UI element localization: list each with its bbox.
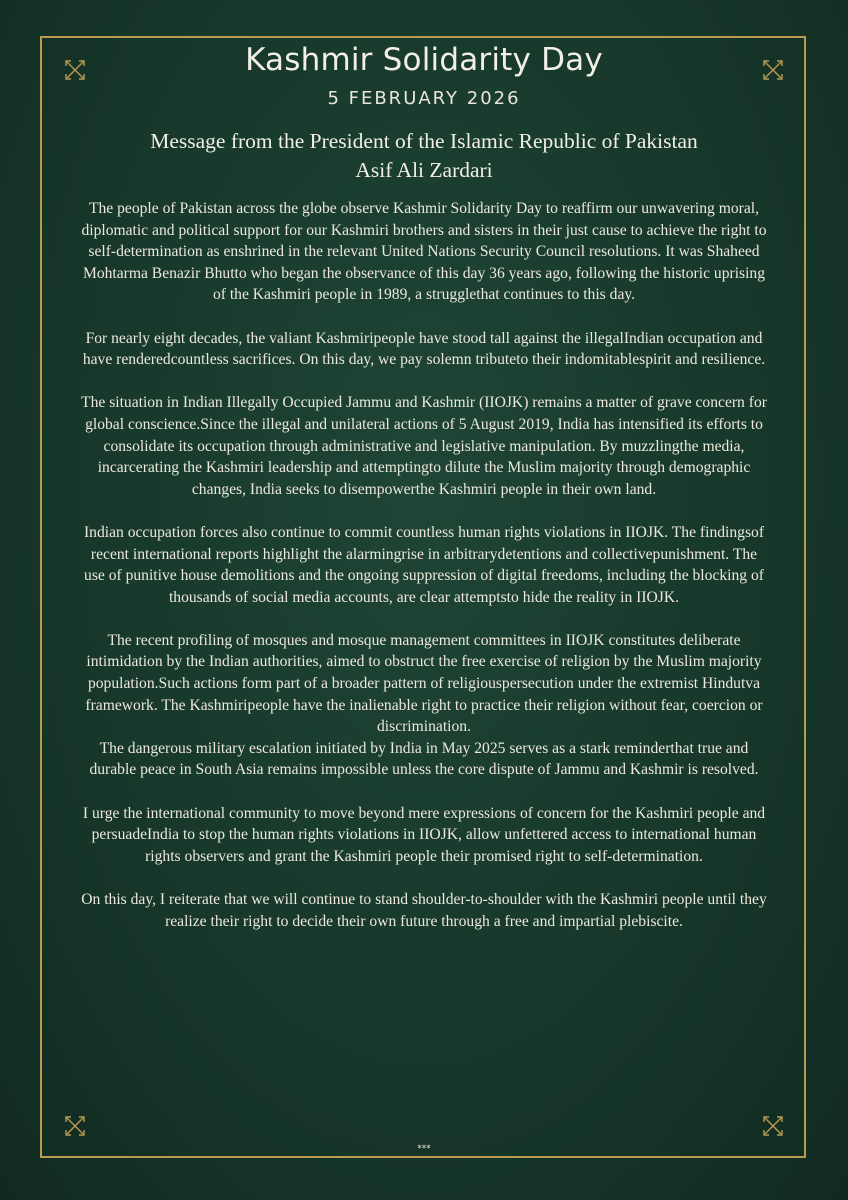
message-paragraph: The situation in Indian Illegally Occupied Jammu and Kashmir (IIOJK) remains a matter of grave concern for global conscience.Since the illegal and unilateral actions of 5 August 2019, India has intensified its efforts to consolidate its occupation through administrative and legislative manipulation. By muzzlingthe media, incarcerating the Kashmiri leadership and attemptingto dilute the Muslim majority through demographic changes, India seeks to disempowerthe Kashmiri people in their own land.	[81, 394, 767, 498]
president-name: Asif Ali Zardari	[355, 158, 493, 182]
message-paragraph: The recent profiling of mosques and mosque management committees in IIOJK constitutes deliberate intimidation by the Indian authorities, aimed to obstruct the free exercise of religion by the Muslim majority population.Such actions form part of a broader pattern of religiouspersecution under the extremist Hindutva framework. The Kashmiripeople have the inalienable right to practice their religion without fear, coercion or discrimination.	[85, 631, 763, 736]
message-body	[80, 198, 768, 954]
corner-ornament-icon	[762, 1115, 784, 1137]
message-paragraph: On this day, I reiterate that we will continue to stand shoulder-to-shoulder with the Kashmiri people until they realize their right to decide their own future through a free and impartial plebiscite.	[81, 891, 767, 930]
page-title: Kashmir Solidarity Day	[245, 42, 603, 78]
message-paragraph: The dangerous military escalation initiated by India in May 2025 serves as a stark reminderthat true and durable peace in South Asia remains impossible unless the core dispute of Jammu and Kashmir is resolved.	[89, 739, 759, 779]
corner-ornament-icon	[64, 1115, 86, 1137]
message-paragraph: Indian occupation forces also continue to commit countless human rights violations in IIOJK. The findingsof recent international reports highlight the alarmingrise in arbitrarydetentions and collectivepunishment. The use of punitive house demolitions and the ongoing suppression of digital freedoms, including the blocking of thousands of social media accounts, are clear attemptsto hide the reality in IIOJK.	[83, 523, 765, 606]
event-date: 5 FEBRUARY 2026	[327, 88, 521, 109]
message-paragraph: I urge the international community to move beyond mere expressions of concern for the Kashmiri people and persuadeIndia to stop the human rights violations in IIOJK, allow unfettered access to international human rights observers and grant the Kashmiri people their promised right to self-determination.	[82, 804, 766, 865]
end-mark: ***	[417, 1144, 431, 1154]
message-heading	[0, 127, 848, 185]
message-paragraph: The people of Pakistan across the globe observe Kashmir Solidarity Day to reaffirm our unwavering moral, diplomatic and political support for our Kashmiri brothers and sisters in their just cause to achieve the right to self-determination as enshrined in the relevant United Nations Security Council resolutions. It was Shaheed Mohtarma Benazir Bhutto who began the observance of this day 36 years ago, following the historic uprising of the Kashmiri people in 1989, a strugglethat continues to this day.	[81, 200, 767, 304]
message-paragraph: For nearly eight decades, the valiant Kashmiripeople have stood tall against the illegalIndian occupation and have renderedcountless sacrifices. On this day, we pay solemn tributeto their indomitablespirit and resilience.	[82, 329, 766, 369]
message-heading-line: Message from the President of the Islamic Republic of Pakistan	[150, 129, 698, 153]
